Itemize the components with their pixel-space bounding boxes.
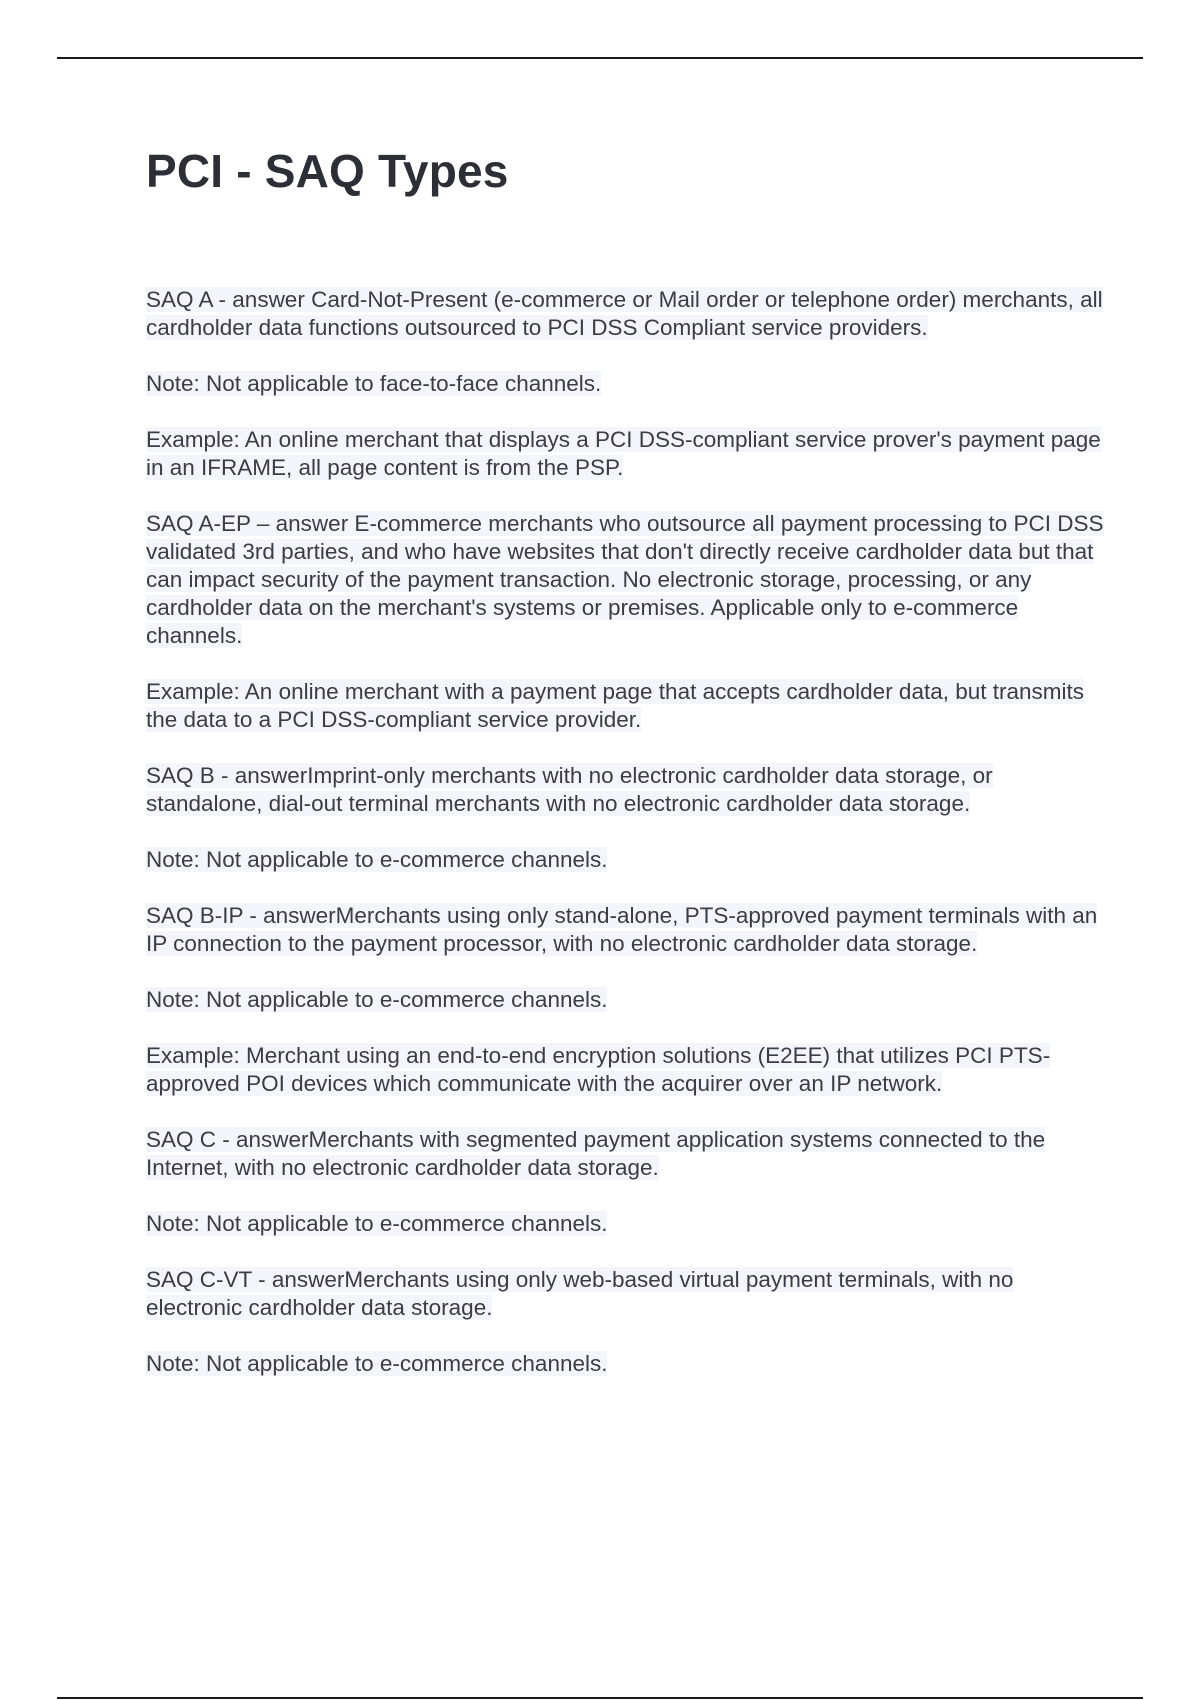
paragraph-note: Note: Not applicable to e-commerce channels. — [146, 987, 608, 1012]
paragraph-saq-c-vt: SAQ C-VT - answerMerchants using only web-based virtual payment terminals, with no electronic cardholder data storage. — [146, 1267, 1014, 1320]
paragraph-note: Note: Not applicable to e-commerce channels. — [146, 1351, 608, 1376]
paragraph-saq-b-ip: SAQ B-IP - answerMerchants using only stand-alone, PTS-approved payment terminals with an IP connection to the payment processor, with no electronic cardholder data storage. — [146, 903, 1098, 956]
paragraph-note: Note: Not applicable to e-commerce channels. — [146, 847, 608, 872]
top-rule — [57, 57, 1143, 59]
paragraph-example: Example: An online merchant that displays a PCI DSS-compliant service prover's payment page in an IFRAME, all page content is from the PSP. — [146, 427, 1101, 480]
paragraph-saq-a: SAQ A - answer Card-Not-Present (e-commerce or Mail order or telephone order) merchants, all cardholder data functions outsourced to PCI DSS Compliant service providers. — [146, 287, 1103, 340]
paragraph-example: Example: Merchant using an end-to-end encryption solutions (E2EE) that utilizes PCI PTS-approved POI devices which communicate with the acquirer over an IP network. — [146, 1043, 1051, 1096]
bottom-rule — [57, 1697, 1143, 1699]
page-title: PCI - SAQ Types — [146, 145, 509, 197]
paragraph-note: Note: Not applicable to face-to-face channels. — [146, 371, 602, 396]
paragraph-example: Example: An online merchant with a payment page that accepts cardholder data, but transmits the data to a PCI DSS-compliant service provider. — [146, 679, 1085, 732]
paragraph-saq-c: SAQ C - answerMerchants with segmented payment application systems connected to the Internet, with no electronic cardholder data storage. — [146, 1127, 1046, 1180]
paragraph-note: Note: Not applicable to e-commerce channels. — [146, 1211, 608, 1236]
paragraph-saq-b: SAQ B - answerImprint-only merchants with no electronic cardholder data storage, or standalone, dial-out terminal merchants with no electronic cardholder data storage. — [146, 763, 993, 816]
paragraph-saq-a-ep: SAQ A-EP – answer E-commerce merchants who outsource all payment processing to PCI DSS validated 3rd parties, and who have websites that don't directly receive cardholder data but that can impact security of the payment transaction. No electronic storage, processing, or any cardholder data on the merchant's systems or premises. Applicable only to e-commerce channels. — [146, 511, 1104, 648]
document-body — [146, 286, 1106, 1406]
